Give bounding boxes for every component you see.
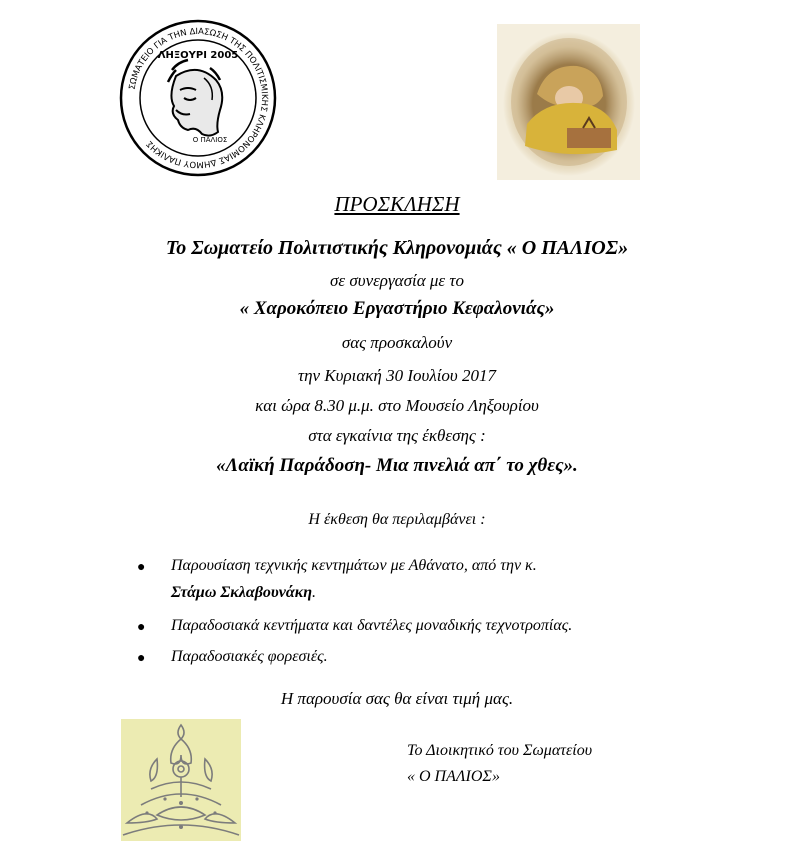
- closing-line: Η παρουσία σας θα είναι τιμή μας.: [280, 689, 514, 708]
- bullet-icon: ●: [137, 651, 146, 666]
- seal-mask-text: Ο ΠΑΛΙΟΣ: [192, 136, 228, 144]
- presenter-name-suffix: .: [311, 584, 316, 601]
- list-item-text: Παραδοσιακά κεντήματα και δαντέλες μοναδικής τεχνοτροπίας.: [171, 617, 573, 634]
- bullet-icon: ●: [137, 620, 146, 635]
- presenter-name: Στάμω Σκλαβουνάκη: [171, 584, 312, 601]
- signature-line-2: « Ο ΠΑΛΙΟΣ»: [407, 768, 500, 785]
- list-item-continuation: [171, 584, 316, 602]
- signature-line-1: Το Διοικητικό του Σωματείου: [407, 742, 593, 759]
- organization-line: Το Σωματείο Πολιτιστικής Κληρονομιάς « Ο ΠΑΛΙΟΣ»: [165, 237, 629, 259]
- seal-inner-text: ΛΗΞΟΥΡΙ 2005: [157, 50, 239, 61]
- lacemaker-painting-image: [497, 24, 640, 180]
- seal-ring-text: ΣΩΜΑΤΕΙΟ ΓΙΑ ΤΗΝ ΔΙΑΣΩΣΗ ΤΗΣ ΠΟΛΙΤΙΣΜΙΚΗΣ ΚΛΗΡΟΝΟΜΙΑΣ ΔΗΜΟΥ ΠΑΛΙΚΗΣ: [127, 26, 270, 170]
- exhibition-title: «Λαϊκή Παράδοση- Μια πινελιά απ΄ το χθες».: [216, 455, 578, 476]
- invite-line: σας προσκαλούν: [341, 333, 453, 352]
- association-seal-logo: [118, 18, 278, 178]
- collaboration-line: σε συνεργασία με το: [330, 271, 464, 290]
- invitation-title: ΠΡΟΣΚΛΗΣΗ: [334, 192, 460, 216]
- list-item-text: Παρουσίαση τεχνικής κεντημάτων με Αθάνατο, από την κ.: [171, 557, 537, 574]
- time-place-line: και ώρα 8.30 μ.μ. στο Μουσείο Ληξουρίου: [255, 396, 539, 415]
- lace-ornament-image: [121, 719, 241, 841]
- opening-line: στα εγκαίνια της έκθεσης :: [308, 426, 486, 445]
- bullet-icon: ●: [137, 560, 146, 575]
- partner-line: « Χαροκόπειο Εργαστήριο Κεφαλονιάς»: [239, 298, 555, 319]
- list-item-text: Παραδοσιακές φορεσιές.: [171, 648, 328, 665]
- program-intro: Η έκθεση θα περιλαμβάνει :: [308, 511, 486, 528]
- date-line: την Κυριακή 30 Ιουλίου 2017: [298, 366, 496, 385]
